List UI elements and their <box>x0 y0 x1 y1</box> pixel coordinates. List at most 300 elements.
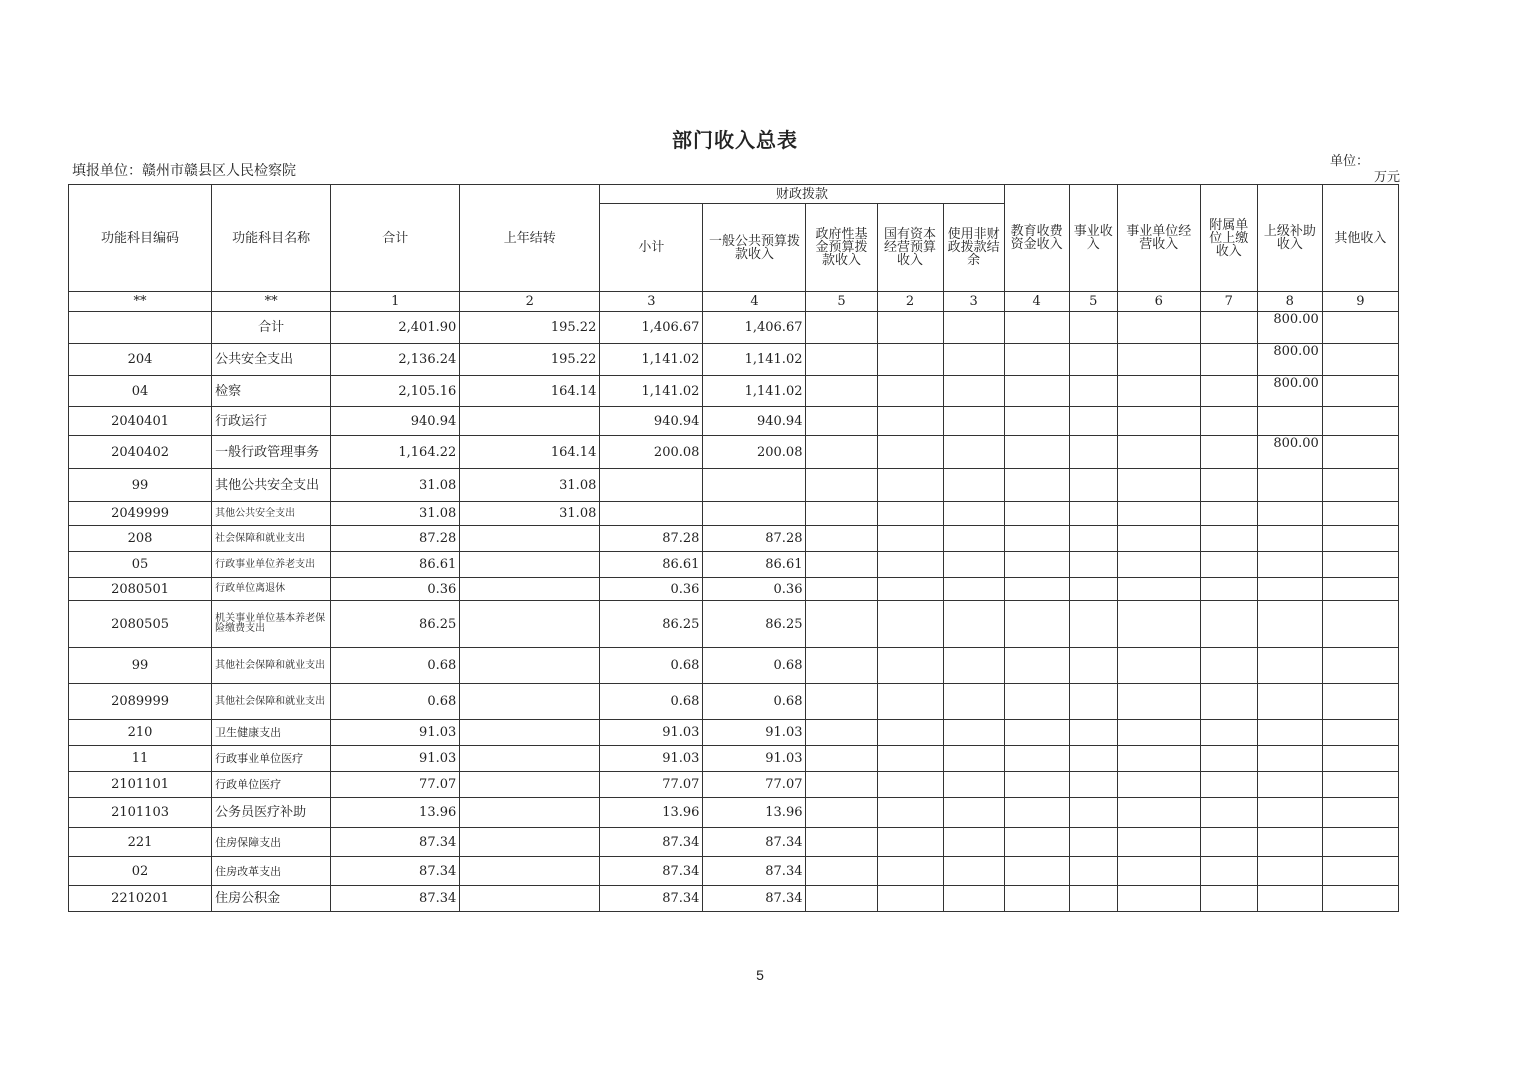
index-cell: 6 <box>1117 292 1200 312</box>
header-education-fee: 教育收费资金收入 <box>1004 185 1069 292</box>
row-gov-fund <box>806 720 877 746</box>
row-higher-subsidy <box>1200 469 1257 502</box>
header-other-income: 其他收入 <box>1322 185 1398 292</box>
row-gov-fund <box>806 526 877 552</box>
table-row <box>69 772 1399 798</box>
table-row <box>69 720 1399 746</box>
row-higher-subsidy <box>1200 720 1257 746</box>
row-total: 91.03 <box>331 720 460 746</box>
row-code: 2080501 <box>69 578 212 601</box>
index-row <box>69 292 1399 312</box>
row-code: 04 <box>69 376 212 407</box>
row-code: 2049999 <box>69 502 212 526</box>
row-name: 卫生健康支出 <box>212 720 331 746</box>
row-state-capital <box>877 828 943 857</box>
row-education-fee <box>943 828 1004 857</box>
row-name: 合计 <box>212 312 331 344</box>
row-affiliate-income <box>1117 552 1200 578</box>
table-row <box>69 828 1399 857</box>
row-total: 87.34 <box>331 857 460 886</box>
row-general-budget: 86.25 <box>703 601 806 648</box>
row-code: 221 <box>69 828 212 857</box>
row-gov-fund <box>806 344 877 376</box>
row-higher-subsidy <box>1200 376 1257 407</box>
row-other-income: 800.00 <box>1257 312 1322 344</box>
row-name: 住房保障支出 <box>212 828 331 857</box>
row-affiliate-income <box>1117 502 1200 526</box>
row-affiliate-income <box>1117 376 1200 407</box>
currency-unit <box>1330 154 1400 186</box>
row-total: 31.08 <box>331 502 460 526</box>
row-education-fee <box>943 684 1004 720</box>
index-cell: 7 <box>1200 292 1257 312</box>
index-cell: 1 <box>331 292 460 312</box>
row-non-fiscal-balance <box>1322 436 1398 469</box>
page-title: 部门收入总表 <box>672 128 798 152</box>
row-general-budget: 200.08 <box>703 436 806 469</box>
row-carryover: 195.22 <box>460 344 600 376</box>
row-state-capital <box>877 857 943 886</box>
row-code: 02 <box>69 857 212 886</box>
row-non-fiscal-balance <box>1322 376 1398 407</box>
row-other-income <box>1257 684 1322 720</box>
row-affiliate-income <box>1117 407 1200 436</box>
row-non-fiscal-balance <box>1322 720 1398 746</box>
row-state-capital <box>877 648 943 684</box>
row-gov-fund <box>806 436 877 469</box>
row-subtotal <box>600 469 703 502</box>
row-total: 77.07 <box>331 772 460 798</box>
row-carryover <box>460 857 600 886</box>
row-state-capital <box>877 502 943 526</box>
row-subtotal: 87.34 <box>600 857 703 886</box>
row-non-fiscal-balance <box>1322 469 1398 502</box>
row-non-fiscal-balance <box>1322 886 1398 912</box>
row-total: 2,401.90 <box>331 312 460 344</box>
row-business-operating <box>1069 772 1117 798</box>
table-row <box>69 526 1399 552</box>
row-gov-fund <box>806 886 877 912</box>
row-affiliate-income <box>1117 648 1200 684</box>
row-total: 1,164.22 <box>331 436 460 469</box>
row-name: 住房改革支出 <box>212 857 331 886</box>
row-business-income <box>1004 312 1069 344</box>
header-business-operating: 事业单位经营收入 <box>1117 185 1200 292</box>
row-state-capital <box>877 312 943 344</box>
table-row <box>69 857 1399 886</box>
row-general-budget: 0.68 <box>703 648 806 684</box>
row-other-income <box>1257 469 1322 502</box>
row-state-capital <box>877 436 943 469</box>
table-row <box>69 798 1399 828</box>
row-education-fee <box>943 857 1004 886</box>
table-row <box>69 746 1399 772</box>
header-name: 功能科目名称 <box>212 185 331 292</box>
table-row <box>69 344 1399 376</box>
row-business-operating <box>1069 552 1117 578</box>
index-cell: 2 <box>877 292 943 312</box>
row-name: 公务员医疗补助 <box>212 798 331 828</box>
row-total: 87.34 <box>331 886 460 912</box>
row-state-capital <box>877 720 943 746</box>
row-total: 86.61 <box>331 552 460 578</box>
row-carryover <box>460 526 600 552</box>
header-code: 功能科目编码 <box>69 185 212 292</box>
row-business-income <box>1004 746 1069 772</box>
row-education-fee <box>943 601 1004 648</box>
row-general-budget: 13.96 <box>703 798 806 828</box>
row-code: 99 <box>69 648 212 684</box>
row-non-fiscal-balance <box>1322 798 1398 828</box>
table-row <box>69 376 1399 407</box>
row-other-income <box>1257 502 1322 526</box>
row-carryover <box>460 407 600 436</box>
row-education-fee <box>943 436 1004 469</box>
row-gov-fund <box>806 798 877 828</box>
row-business-income <box>1004 684 1069 720</box>
row-gov-fund <box>806 578 877 601</box>
row-state-capital <box>877 886 943 912</box>
row-business-operating <box>1069 526 1117 552</box>
row-state-capital <box>877 684 943 720</box>
row-business-income <box>1004 798 1069 828</box>
header-subtotal: 小计 <box>600 204 703 292</box>
row-gov-fund <box>806 828 877 857</box>
row-subtotal: 1,141.02 <box>600 344 703 376</box>
row-code: 99 <box>69 469 212 502</box>
row-other-income <box>1257 772 1322 798</box>
row-education-fee <box>943 772 1004 798</box>
row-non-fiscal-balance <box>1322 407 1398 436</box>
row-business-income <box>1004 601 1069 648</box>
row-general-budget: 1,141.02 <box>703 376 806 407</box>
row-general-budget: 87.34 <box>703 857 806 886</box>
row-other-income <box>1257 720 1322 746</box>
index-cell: 4 <box>703 292 806 312</box>
row-code: 2089999 <box>69 684 212 720</box>
row-business-operating <box>1069 407 1117 436</box>
row-business-operating <box>1069 312 1117 344</box>
row-name: 行政单位医疗 <box>212 772 331 798</box>
row-non-fiscal-balance <box>1322 746 1398 772</box>
row-affiliate-income <box>1117 344 1200 376</box>
row-business-income <box>1004 648 1069 684</box>
row-carryover: 31.08 <box>460 469 600 502</box>
row-state-capital <box>877 772 943 798</box>
reporting-unit: 填报单位：赣州市赣县区人民检察院 <box>72 163 296 179</box>
row-carryover <box>460 886 600 912</box>
row-gov-fund <box>806 648 877 684</box>
row-code: 2040401 <box>69 407 212 436</box>
row-education-fee <box>943 720 1004 746</box>
row-non-fiscal-balance <box>1322 344 1398 376</box>
row-business-operating <box>1069 601 1117 648</box>
row-education-fee <box>943 746 1004 772</box>
row-subtotal <box>600 502 703 526</box>
row-subtotal: 0.36 <box>600 578 703 601</box>
row-gov-fund <box>806 502 877 526</box>
row-subtotal: 13.96 <box>600 798 703 828</box>
header-non-fiscal-balance: 使用非财政拨款结余 <box>943 204 1004 292</box>
row-general-budget <box>703 469 806 502</box>
row-business-income <box>1004 857 1069 886</box>
row-name: 其他社会保障和就业支出 <box>212 684 331 720</box>
row-affiliate-income <box>1117 746 1200 772</box>
row-non-fiscal-balance <box>1322 578 1398 601</box>
row-gov-fund <box>806 312 877 344</box>
row-general-budget: 940.94 <box>703 407 806 436</box>
row-general-budget: 87.28 <box>703 526 806 552</box>
row-other-income: 800.00 <box>1257 436 1322 469</box>
unit-label: 单位： <box>1330 154 1370 169</box>
row-business-income <box>1004 772 1069 798</box>
index-cell: 9 <box>1322 292 1398 312</box>
row-non-fiscal-balance <box>1322 502 1398 526</box>
row-state-capital <box>877 552 943 578</box>
row-business-operating <box>1069 376 1117 407</box>
row-general-budget: 1,406.67 <box>703 312 806 344</box>
row-business-operating <box>1069 798 1117 828</box>
row-carryover: 164.14 <box>460 436 600 469</box>
index-cell: ** <box>69 292 212 312</box>
row-subtotal: 0.68 <box>600 648 703 684</box>
row-name: 其他社会保障和就业支出 <box>212 648 331 684</box>
table-row <box>69 407 1399 436</box>
row-business-income <box>1004 436 1069 469</box>
row-education-fee <box>943 502 1004 526</box>
row-state-capital <box>877 601 943 648</box>
row-business-operating <box>1069 436 1117 469</box>
row-affiliate-income <box>1117 312 1200 344</box>
row-higher-subsidy <box>1200 312 1257 344</box>
row-carryover <box>460 601 600 648</box>
row-gov-fund <box>806 746 877 772</box>
row-business-income <box>1004 502 1069 526</box>
index-cell: 3 <box>943 292 1004 312</box>
row-other-income <box>1257 648 1322 684</box>
row-education-fee <box>943 526 1004 552</box>
table-row <box>69 684 1399 720</box>
header-carryover: 上年结转 <box>460 185 600 292</box>
row-general-budget: 91.03 <box>703 720 806 746</box>
table-row <box>69 648 1399 684</box>
row-subtotal: 86.61 <box>600 552 703 578</box>
row-subtotal: 77.07 <box>600 772 703 798</box>
row-business-income <box>1004 376 1069 407</box>
row-education-fee <box>943 312 1004 344</box>
row-total: 0.36 <box>331 578 460 601</box>
row-code: 05 <box>69 552 212 578</box>
row-subtotal: 91.03 <box>600 746 703 772</box>
row-name: 行政事业单位养老支出 <box>212 552 331 578</box>
row-total: 2,136.24 <box>331 344 460 376</box>
row-higher-subsidy <box>1200 344 1257 376</box>
row-gov-fund <box>806 684 877 720</box>
row-affiliate-income <box>1117 772 1200 798</box>
row-state-capital <box>877 407 943 436</box>
row-carryover <box>460 578 600 601</box>
row-higher-subsidy <box>1200 407 1257 436</box>
row-gov-fund <box>806 407 877 436</box>
row-higher-subsidy <box>1200 526 1257 552</box>
table-row <box>69 469 1399 502</box>
row-subtotal: 0.68 <box>600 684 703 720</box>
row-state-capital <box>877 798 943 828</box>
row-name: 机关事业单位基本养老保险缴费支出 <box>212 601 331 648</box>
table-body <box>69 312 1399 912</box>
row-business-operating <box>1069 828 1117 857</box>
row-total: 2,105.16 <box>331 376 460 407</box>
row-code: 2080505 <box>69 601 212 648</box>
row-affiliate-income <box>1117 886 1200 912</box>
row-higher-subsidy <box>1200 886 1257 912</box>
header-total: 合计 <box>331 185 460 292</box>
index-cell: 5 <box>806 292 877 312</box>
row-total: 91.03 <box>331 746 460 772</box>
row-name: 公共安全支出 <box>212 344 331 376</box>
row-business-operating <box>1069 344 1117 376</box>
row-affiliate-income <box>1117 601 1200 648</box>
row-total: 0.68 <box>331 648 460 684</box>
row-other-income <box>1257 746 1322 772</box>
row-name: 社会保障和就业支出 <box>212 526 331 552</box>
row-affiliate-income <box>1117 857 1200 886</box>
row-other-income <box>1257 857 1322 886</box>
index-cell: 3 <box>600 292 703 312</box>
row-business-income <box>1004 344 1069 376</box>
header-affiliate-income: 附属单位上缴收入 <box>1200 185 1257 292</box>
row-subtotal: 1,141.02 <box>600 376 703 407</box>
row-education-fee <box>943 469 1004 502</box>
row-total: 87.28 <box>331 526 460 552</box>
row-subtotal: 91.03 <box>600 720 703 746</box>
row-education-fee <box>943 376 1004 407</box>
row-subtotal: 87.34 <box>600 828 703 857</box>
row-non-fiscal-balance <box>1322 772 1398 798</box>
row-higher-subsidy <box>1200 684 1257 720</box>
row-business-operating <box>1069 469 1117 502</box>
header-higher-subsidy: 上级补助收入 <box>1257 185 1322 292</box>
index-cell: 2 <box>460 292 600 312</box>
row-education-fee <box>943 407 1004 436</box>
row-carryover <box>460 828 600 857</box>
row-education-fee <box>943 552 1004 578</box>
row-subtotal: 200.08 <box>600 436 703 469</box>
row-other-income <box>1257 886 1322 912</box>
row-name: 住房公积金 <box>212 886 331 912</box>
row-business-income <box>1004 469 1069 502</box>
row-non-fiscal-balance <box>1322 828 1398 857</box>
row-higher-subsidy <box>1200 436 1257 469</box>
page-number: 5 <box>756 967 764 983</box>
index-cell: 5 <box>1069 292 1117 312</box>
row-affiliate-income <box>1117 828 1200 857</box>
row-general-budget: 77.07 <box>703 772 806 798</box>
row-subtotal: 87.34 <box>600 886 703 912</box>
row-education-fee <box>943 344 1004 376</box>
row-code: 210 <box>69 720 212 746</box>
row-subtotal: 86.25 <box>600 601 703 648</box>
row-carryover <box>460 772 600 798</box>
row-state-capital <box>877 344 943 376</box>
table-row <box>69 502 1399 526</box>
row-education-fee <box>943 648 1004 684</box>
row-general-budget: 1,141.02 <box>703 344 806 376</box>
row-other-income: 800.00 <box>1257 376 1322 407</box>
row-general-budget: 87.34 <box>703 828 806 857</box>
income-summary-table <box>68 184 1399 912</box>
table-row <box>69 436 1399 469</box>
row-name: 检察 <box>212 376 331 407</box>
row-carryover: 195.22 <box>460 312 600 344</box>
row-non-fiscal-balance <box>1322 526 1398 552</box>
header-gov-fund: 政府性基金预算拨款收入 <box>806 204 877 292</box>
row-code: 2101101 <box>69 772 212 798</box>
row-code: 2101103 <box>69 798 212 828</box>
row-state-capital <box>877 578 943 601</box>
row-business-income <box>1004 828 1069 857</box>
row-code: 2040402 <box>69 436 212 469</box>
row-higher-subsidy <box>1200 772 1257 798</box>
row-state-capital <box>877 746 943 772</box>
row-general-budget: 87.34 <box>703 886 806 912</box>
row-non-fiscal-balance <box>1322 601 1398 648</box>
row-gov-fund <box>806 857 877 886</box>
row-state-capital <box>877 526 943 552</box>
row-code <box>69 312 212 344</box>
row-total: 940.94 <box>331 407 460 436</box>
row-name: 一般行政管理事务 <box>212 436 331 469</box>
row-name: 行政事业单位医疗 <box>212 746 331 772</box>
row-education-fee <box>943 798 1004 828</box>
row-higher-subsidy <box>1200 798 1257 828</box>
row-non-fiscal-balance <box>1322 857 1398 886</box>
row-carryover <box>460 648 600 684</box>
row-name: 其他公共安全支出 <box>212 502 331 526</box>
row-business-operating <box>1069 684 1117 720</box>
row-higher-subsidy <box>1200 552 1257 578</box>
row-business-operating <box>1069 578 1117 601</box>
table-row <box>69 886 1399 912</box>
table-row <box>69 552 1399 578</box>
row-general-budget: 0.68 <box>703 684 806 720</box>
row-carryover: 31.08 <box>460 502 600 526</box>
row-other-income <box>1257 578 1322 601</box>
row-code: 208 <box>69 526 212 552</box>
row-business-operating <box>1069 502 1117 526</box>
table-row <box>69 578 1399 601</box>
row-higher-subsidy <box>1200 746 1257 772</box>
row-subtotal: 1,406.67 <box>600 312 703 344</box>
row-higher-subsidy <box>1200 857 1257 886</box>
unit-value: 万元 <box>1373 170 1400 185</box>
row-general-budget <box>703 502 806 526</box>
row-state-capital <box>877 469 943 502</box>
row-other-income <box>1257 798 1322 828</box>
row-business-operating <box>1069 886 1117 912</box>
table-row <box>69 312 1399 344</box>
row-carryover <box>460 720 600 746</box>
row-affiliate-income <box>1117 684 1200 720</box>
row-other-income <box>1257 601 1322 648</box>
row-gov-fund <box>806 376 877 407</box>
table-row <box>69 601 1399 648</box>
row-total: 87.34 <box>331 828 460 857</box>
header-state-capital: 国有资本经营预算收入 <box>877 204 943 292</box>
row-business-income <box>1004 720 1069 746</box>
row-business-income <box>1004 407 1069 436</box>
row-code: 11 <box>69 746 212 772</box>
